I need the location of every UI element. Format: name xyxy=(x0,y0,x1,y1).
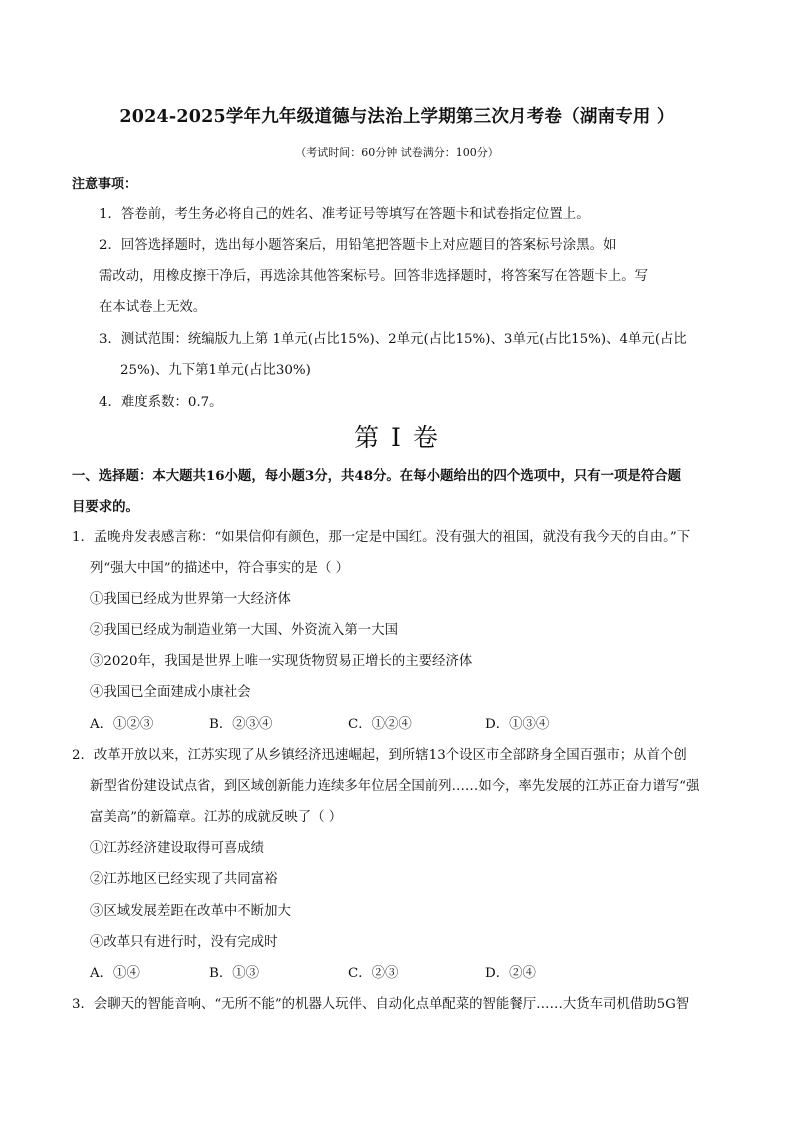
question-item: ④我国已全面建成小康社会 xyxy=(90,685,251,700)
question-item: ①我国已经成为世界第一大经济体 xyxy=(90,592,291,607)
notice-heading: 注意事项： xyxy=(72,177,138,192)
question-stem: 2．改革开放以来，江苏实现了从乡镇经济迅速崛起，到所辖13个设区市全部跻身全国百强市；从首个创 xyxy=(72,748,687,763)
option-b: B．②③④ xyxy=(209,717,273,732)
question-item: ③区域发展差距在改革中不断加大 xyxy=(90,904,291,919)
question-stem: 新型省份建设试点省，到区域创新能力连续多年位居全国前列……如今，率先发展的江苏正奋力谱写“强 xyxy=(90,779,700,794)
notice-line: 3．测试范围：统编版九上第 1单元(占比15%)、2单元(占比15%)、3单元(占比15%)、4单元(占比 xyxy=(99,332,687,347)
question-stem: 1．孟晚舟发表感言称：“如果信仰有颜色，那一定是中国红。没有强大的祖国，就没有我今天的自由。”下 xyxy=(72,530,691,545)
option-c: C．②③ xyxy=(348,966,399,981)
option-c: C．①②④ xyxy=(348,717,412,732)
question-item: ①江苏经济建设取得可喜成绩 xyxy=(90,841,265,856)
page-title: 2024-2025学年九年级道德与法治上学期第三次月考卷（湖南专用 ） xyxy=(119,107,675,127)
option-d: D．②④ xyxy=(485,966,536,981)
option-a: A．①②③ xyxy=(90,717,154,732)
question-stem: 列“强大中国”的描述中，符合事实的是（ ） xyxy=(90,561,349,576)
answer-options xyxy=(0,965,794,983)
section-juan-title: 第 I 卷 xyxy=(354,423,440,452)
notice-line: 2．回答选择题时，选出每小题答案后，用铅笔把答题卡上对应题目的答案标号涂黑。如 xyxy=(99,238,617,253)
notice-line: 4．难度系数：0.7。 xyxy=(99,395,223,410)
option-d: D．①③④ xyxy=(485,717,550,732)
notice-line: 1．答卷前，考生务必将自己的姓名、准考证号等填写在答题卡和试卷指定位置上。 xyxy=(99,207,590,222)
exam-subtitle: （考试时间：60分钟 试卷满分：100分） xyxy=(295,146,499,159)
option-b: B．①③ xyxy=(209,966,260,981)
option-a: A．①④ xyxy=(90,966,140,981)
question-item: ②我国已经成为制造业第一大国、外资流入第一大国 xyxy=(90,623,398,638)
notice-line: 需改动，用橡皮擦干净后，再选涂其他答案标号。回答非选择题时，将答案写在答题卡上。写 xyxy=(99,269,649,284)
section-heading: 一、选择题：本大题共16小题，每小题3分，共48分。在每小题给出的四个选项中，只有一项是符合题 xyxy=(72,468,681,484)
notice-line: 25%)、九下第1单元(占比30%) xyxy=(120,363,311,378)
question-item: ④改革只有进行时，没有完成时 xyxy=(90,935,278,950)
question-item: ②江苏地区已经实现了共同富裕 xyxy=(90,872,278,887)
notice-line: 在本试卷上无效。 xyxy=(99,300,207,315)
question-stem: 富美高”的新篇章。江苏的成就反映了（ ） xyxy=(90,810,343,825)
question-stem: 3．会聊天的智能音响、“无所不能”的机器人玩伴、自动化点单配菜的智能餐厅……大货车司机借助5G智 xyxy=(72,997,690,1012)
answer-options xyxy=(0,716,794,734)
question-item: ③2020年，我国是世界上唯一实现货物贸易正增长的主要经济体 xyxy=(90,654,473,669)
section-heading: 目要求的。 xyxy=(72,499,139,515)
